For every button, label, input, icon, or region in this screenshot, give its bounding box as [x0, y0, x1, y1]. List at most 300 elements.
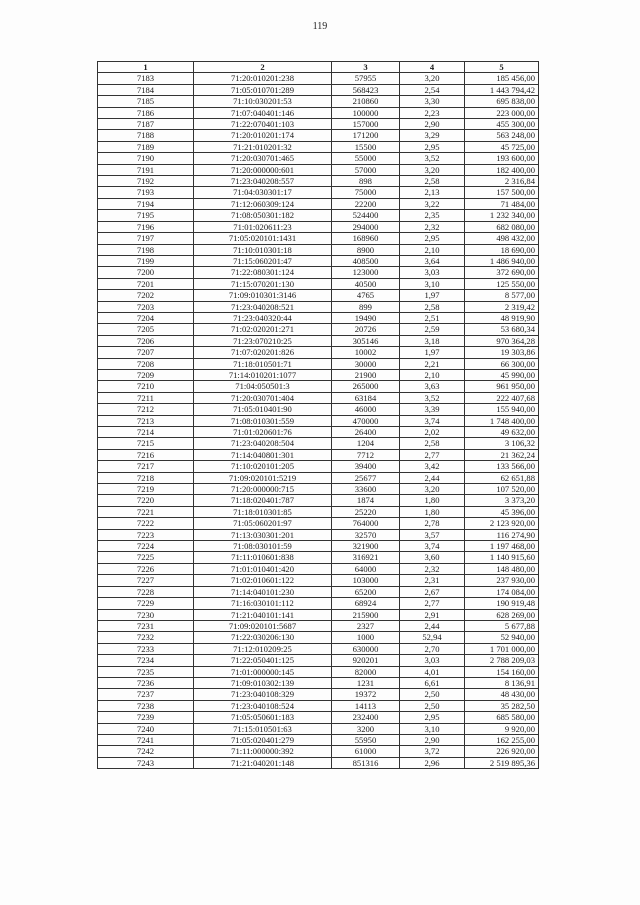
table-row — [98, 484, 539, 495]
row-number-cell: 7199 — [98, 255, 194, 266]
row-number-cell: 7186 — [98, 107, 194, 118]
row-number-cell: 7209 — [98, 369, 194, 380]
area-cell: 265000 — [332, 381, 400, 392]
table-row — [98, 392, 539, 403]
area-cell: 294000 — [332, 221, 400, 232]
cadastral-number-cell: 71:22:050401:125 — [194, 655, 332, 666]
rate-cell: 2,59 — [400, 324, 465, 335]
value-cell: 53 680,34 — [465, 324, 539, 335]
cadastral-number-cell: 71:23:040108:524 — [194, 700, 332, 711]
table-row — [98, 301, 539, 312]
table-row — [98, 506, 539, 517]
area-cell: 157000 — [332, 119, 400, 130]
row-number-cell: 7242 — [98, 746, 194, 757]
column-header: 1 — [98, 62, 194, 73]
row-number-cell: 7218 — [98, 472, 194, 483]
area-cell: 19490 — [332, 312, 400, 323]
rate-cell: 2,51 — [400, 312, 465, 323]
row-number-cell: 7183 — [98, 73, 194, 84]
table-header — [98, 62, 539, 73]
value-cell: 155 940,00 — [465, 404, 539, 415]
cadastral-number-cell: 71:01:020611:23 — [194, 221, 332, 232]
rate-cell: 2,32 — [400, 563, 465, 574]
area-cell: 8900 — [332, 244, 400, 255]
value-cell: 148 480,00 — [465, 563, 539, 574]
row-number-cell: 7195 — [98, 210, 194, 221]
cadastral-number-cell: 71:15:070201:130 — [194, 278, 332, 289]
row-number-cell: 7189 — [98, 141, 194, 152]
table-row — [98, 347, 539, 358]
area-cell: 305146 — [332, 335, 400, 346]
area-cell: 1231 — [332, 677, 400, 688]
area-cell: 65200 — [332, 586, 400, 597]
table-row — [98, 130, 539, 141]
area-cell: 57000 — [332, 164, 400, 175]
table-row — [98, 552, 539, 563]
cadastral-number-cell: 71:09:020101:5687 — [194, 620, 332, 631]
value-cell: 1 140 915,60 — [465, 552, 539, 563]
table-row — [98, 369, 539, 380]
area-cell: 75000 — [332, 187, 400, 198]
cadastral-number-cell: 71:10:010301:18 — [194, 244, 332, 255]
area-cell: 232400 — [332, 712, 400, 723]
area-cell: 20726 — [332, 324, 400, 335]
value-cell: 682 080,00 — [465, 221, 539, 232]
table-row — [98, 449, 539, 460]
table-row — [98, 438, 539, 449]
row-number-cell: 7208 — [98, 358, 194, 369]
value-cell: 21 362,24 — [465, 449, 539, 460]
value-cell: 48 919,90 — [465, 312, 539, 323]
area-cell: 15500 — [332, 141, 400, 152]
table-row — [98, 643, 539, 654]
rate-cell: 2,96 — [400, 757, 465, 768]
area-cell: 524400 — [332, 210, 400, 221]
row-number-cell: 7231 — [98, 620, 194, 631]
table-row — [98, 312, 539, 323]
table-row — [98, 563, 539, 574]
table-row — [98, 358, 539, 369]
cadastral-number-cell: 71:05:020401:279 — [194, 734, 332, 745]
table-row — [98, 415, 539, 426]
cadastral-number-cell: 71:02:010601:122 — [194, 575, 332, 586]
table-row — [98, 632, 539, 643]
value-cell: 237 930,00 — [465, 575, 539, 586]
table-row — [98, 96, 539, 107]
row-number-cell: 7190 — [98, 153, 194, 164]
table-row — [98, 746, 539, 757]
cadastral-table — [97, 61, 539, 769]
cadastral-number-cell: 71:23:070210:25 — [194, 335, 332, 346]
value-cell: 49 632,00 — [465, 427, 539, 438]
area-cell: 100000 — [332, 107, 400, 118]
rate-cell: 3,42 — [400, 461, 465, 472]
value-cell: 3 106,32 — [465, 438, 539, 449]
cadastral-number-cell: 71:07:020201:826 — [194, 347, 332, 358]
area-cell: 46000 — [332, 404, 400, 415]
cadastral-number-cell: 71:23:040108:329 — [194, 689, 332, 700]
area-cell: 61000 — [332, 746, 400, 757]
value-cell: 19 303,86 — [465, 347, 539, 358]
row-number-cell: 7233 — [98, 643, 194, 654]
table-row — [98, 84, 539, 95]
value-cell: 125 550,00 — [465, 278, 539, 289]
cadastral-number-cell: 71:14:040101:230 — [194, 586, 332, 597]
table-row — [98, 666, 539, 677]
rate-cell: 3,10 — [400, 278, 465, 289]
area-cell: 40500 — [332, 278, 400, 289]
rate-cell: 2,90 — [400, 119, 465, 130]
table-row — [98, 427, 539, 438]
area-cell: 63184 — [332, 392, 400, 403]
rate-cell: 2,95 — [400, 712, 465, 723]
value-cell: 2 316,84 — [465, 176, 539, 187]
cadastral-number-cell: 71:12:060309:124 — [194, 198, 332, 209]
row-number-cell: 7222 — [98, 518, 194, 529]
row-number-cell: 7214 — [98, 427, 194, 438]
row-number-cell: 7197 — [98, 233, 194, 244]
table-row — [98, 723, 539, 734]
row-number-cell: 7196 — [98, 221, 194, 232]
cadastral-number-cell: 71:23:040208:504 — [194, 438, 332, 449]
area-cell: 22200 — [332, 198, 400, 209]
rate-cell: 2,58 — [400, 438, 465, 449]
cadastral-number-cell: 71:20:010201:238 — [194, 73, 332, 84]
rate-cell: 2,35 — [400, 210, 465, 221]
area-cell: 321900 — [332, 541, 400, 552]
row-number-cell: 7205 — [98, 324, 194, 335]
cadastral-number-cell: 71:23:040208:557 — [194, 176, 332, 187]
row-number-cell: 7232 — [98, 632, 194, 643]
area-cell: 39400 — [332, 461, 400, 472]
value-cell: 193 600,00 — [465, 153, 539, 164]
value-cell: 685 580,00 — [465, 712, 539, 723]
cadastral-number-cell: 71:11:000000:392 — [194, 746, 332, 757]
cadastral-number-cell: 71:15:060201:47 — [194, 255, 332, 266]
area-cell: 82000 — [332, 666, 400, 677]
table-row — [98, 210, 539, 221]
value-cell: 1 486 940,00 — [465, 255, 539, 266]
table-row — [98, 119, 539, 130]
table-row — [98, 290, 539, 301]
area-cell: 19372 — [332, 689, 400, 700]
rate-cell: 2,77 — [400, 598, 465, 609]
table-body — [98, 73, 539, 769]
table-row — [98, 461, 539, 472]
rate-cell: 3,29 — [400, 130, 465, 141]
area-cell: 68924 — [332, 598, 400, 609]
column-header: 4 — [400, 62, 465, 73]
value-cell: 961 950,00 — [465, 381, 539, 392]
value-cell: 970 364,28 — [465, 335, 539, 346]
row-number-cell: 7215 — [98, 438, 194, 449]
row-number-cell: 7184 — [98, 84, 194, 95]
row-number-cell: 7219 — [98, 484, 194, 495]
area-cell: 30000 — [332, 358, 400, 369]
rate-cell: 52,94 — [400, 632, 465, 643]
value-cell: 62 651,88 — [465, 472, 539, 483]
cadastral-number-cell: 71:02:020201:271 — [194, 324, 332, 335]
cadastral-number-cell: 71:22:030206:130 — [194, 632, 332, 643]
page-number: 119 — [312, 21, 328, 32]
rate-cell: 2,23 — [400, 107, 465, 118]
cadastral-number-cell: 71:16:030101:112 — [194, 598, 332, 609]
rate-cell: 1,97 — [400, 290, 465, 301]
value-cell: 45 990,00 — [465, 369, 539, 380]
area-cell: 920201 — [332, 655, 400, 666]
row-number-cell: 7187 — [98, 119, 194, 130]
row-number-cell: 7234 — [98, 655, 194, 666]
area-cell: 123000 — [332, 267, 400, 278]
header-row — [98, 62, 539, 73]
rate-cell: 2,77 — [400, 449, 465, 460]
value-cell: 182 400,00 — [465, 164, 539, 175]
value-cell: 2 319,42 — [465, 301, 539, 312]
area-cell: 898 — [332, 176, 400, 187]
value-cell: 372 690,00 — [465, 267, 539, 278]
rate-cell: 4,01 — [400, 666, 465, 677]
rate-cell: 2,58 — [400, 301, 465, 312]
cadastral-number-cell: 71:01:010401:420 — [194, 563, 332, 574]
row-number-cell: 7203 — [98, 301, 194, 312]
area-cell: 2327 — [332, 620, 400, 631]
cadastral-number-cell: 71:21:040101:141 — [194, 609, 332, 620]
rate-cell: 3,03 — [400, 267, 465, 278]
table-row — [98, 278, 539, 289]
column-header: 5 — [465, 62, 539, 73]
cadastral-number-cell: 71:22:080301:124 — [194, 267, 332, 278]
value-cell: 226 920,00 — [465, 746, 539, 757]
value-cell: 222 407,68 — [465, 392, 539, 403]
rate-cell: 2,02 — [400, 427, 465, 438]
rate-cell: 1,80 — [400, 495, 465, 506]
cadastral-number-cell: 71:20:000000:715 — [194, 484, 332, 495]
rate-cell: 3,30 — [400, 96, 465, 107]
rate-cell: 2,31 — [400, 575, 465, 586]
row-number-cell: 7228 — [98, 586, 194, 597]
row-number-cell: 7224 — [98, 541, 194, 552]
table-row — [98, 712, 539, 723]
rate-cell: 1,80 — [400, 506, 465, 517]
area-cell: 4765 — [332, 290, 400, 301]
rate-cell: 3,63 — [400, 381, 465, 392]
table-row — [98, 153, 539, 164]
table-row — [98, 267, 539, 278]
row-number-cell: 7223 — [98, 529, 194, 540]
row-number-cell: 7192 — [98, 176, 194, 187]
area-cell: 14113 — [332, 700, 400, 711]
row-number-cell: 7213 — [98, 415, 194, 426]
value-cell: 35 282,50 — [465, 700, 539, 711]
area-cell: 103000 — [332, 575, 400, 586]
area-cell: 64000 — [332, 563, 400, 574]
row-number-cell: 7230 — [98, 609, 194, 620]
row-number-cell: 7193 — [98, 187, 194, 198]
rate-cell: 2,44 — [400, 472, 465, 483]
cadastral-number-cell: 71:05:010401:90 — [194, 404, 332, 415]
row-number-cell: 7204 — [98, 312, 194, 323]
cadastral-number-cell: 71:04:030301:17 — [194, 187, 332, 198]
rate-cell: 2,70 — [400, 643, 465, 654]
table-row — [98, 233, 539, 244]
rate-cell: 1,97 — [400, 347, 465, 358]
row-number-cell: 7227 — [98, 575, 194, 586]
cadastral-number-cell: 71:13:030301:201 — [194, 529, 332, 540]
value-cell: 2 123 920,00 — [465, 518, 539, 529]
table-row — [98, 335, 539, 346]
area-cell: 55950 — [332, 734, 400, 745]
rate-cell: 3,52 — [400, 153, 465, 164]
row-number-cell: 7239 — [98, 712, 194, 723]
value-cell: 157 500,00 — [465, 187, 539, 198]
value-cell: 3 373,20 — [465, 495, 539, 506]
value-cell: 8 136,91 — [465, 677, 539, 688]
row-number-cell: 7236 — [98, 677, 194, 688]
rate-cell: 2,44 — [400, 620, 465, 631]
cadastral-number-cell: 71:08:010301:559 — [194, 415, 332, 426]
value-cell: 18 690,00 — [465, 244, 539, 255]
table-row — [98, 324, 539, 335]
rate-cell: 2,54 — [400, 84, 465, 95]
value-cell: 45 725,00 — [465, 141, 539, 152]
value-cell: 71 484,00 — [465, 198, 539, 209]
area-cell: 10002 — [332, 347, 400, 358]
area-cell: 316921 — [332, 552, 400, 563]
cadastral-number-cell: 71:05:060201:97 — [194, 518, 332, 529]
cadastral-number-cell: 71:05:050601:183 — [194, 712, 332, 723]
table-row — [98, 609, 539, 620]
area-cell: 210860 — [332, 96, 400, 107]
area-cell: 764000 — [332, 518, 400, 529]
value-cell: 185 456,00 — [465, 73, 539, 84]
table-row — [98, 73, 539, 84]
cadastral-number-cell: 71:20:030701:465 — [194, 153, 332, 164]
rate-cell: 3,52 — [400, 392, 465, 403]
value-cell: 1 197 468,00 — [465, 541, 539, 552]
table-row — [98, 381, 539, 392]
value-cell: 190 919,48 — [465, 598, 539, 609]
rate-cell: 3,39 — [400, 404, 465, 415]
row-number-cell: 7202 — [98, 290, 194, 301]
cadastral-number-cell: 71:15:010501:63 — [194, 723, 332, 734]
row-number-cell: 7211 — [98, 392, 194, 403]
row-number-cell: 7217 — [98, 461, 194, 472]
cadastral-number-cell: 71:10:030201:53 — [194, 96, 332, 107]
value-cell: 223 000,00 — [465, 107, 539, 118]
value-cell: 563 248,00 — [465, 130, 539, 141]
rate-cell: 2,32 — [400, 221, 465, 232]
area-cell: 851316 — [332, 757, 400, 768]
cadastral-number-cell: 71:18:010301:85 — [194, 506, 332, 517]
area-cell: 25677 — [332, 472, 400, 483]
rate-cell: 3,57 — [400, 529, 465, 540]
column-header: 3 — [332, 62, 400, 73]
cadastral-number-cell: 71:04:050501:3 — [194, 381, 332, 392]
cadastral-number-cell: 71:14:040801:301 — [194, 449, 332, 460]
rate-cell: 2,58 — [400, 176, 465, 187]
row-number-cell: 7191 — [98, 164, 194, 175]
table-row — [98, 244, 539, 255]
cadastral-number-cell: 71:07:040401:146 — [194, 107, 332, 118]
row-number-cell: 7220 — [98, 495, 194, 506]
cadastral-number-cell: 71:14:010201:1077 — [194, 369, 332, 380]
value-cell: 1 701 000,00 — [465, 643, 539, 654]
row-number-cell: 7188 — [98, 130, 194, 141]
row-number-cell: 7201 — [98, 278, 194, 289]
rate-cell: 6,61 — [400, 677, 465, 688]
cadastral-number-cell: 71:18:020401:787 — [194, 495, 332, 506]
table-row — [98, 655, 539, 666]
cadastral-number-cell: 71:23:040320:44 — [194, 312, 332, 323]
value-cell: 116 274,90 — [465, 529, 539, 540]
value-cell: 66 300,00 — [465, 358, 539, 369]
area-cell: 168960 — [332, 233, 400, 244]
rate-cell: 2,91 — [400, 609, 465, 620]
value-cell: 1 748 400,00 — [465, 415, 539, 426]
area-cell: 470000 — [332, 415, 400, 426]
row-number-cell: 7198 — [98, 244, 194, 255]
rate-cell: 2,10 — [400, 244, 465, 255]
cadastral-number-cell: 71:11:010601:838 — [194, 552, 332, 563]
rate-cell: 3,18 — [400, 335, 465, 346]
rate-cell: 2,21 — [400, 358, 465, 369]
area-cell: 25220 — [332, 506, 400, 517]
rate-cell: 2,90 — [400, 734, 465, 745]
row-number-cell: 7200 — [98, 267, 194, 278]
table-row — [98, 221, 539, 232]
row-number-cell: 7238 — [98, 700, 194, 711]
cadastral-number-cell: 71:20:000000:601 — [194, 164, 332, 175]
table-row — [98, 757, 539, 768]
value-cell: 628 269,00 — [465, 609, 539, 620]
rate-cell: 2,67 — [400, 586, 465, 597]
area-cell: 26400 — [332, 427, 400, 438]
value-cell: 45 396,00 — [465, 506, 539, 517]
table-row — [98, 176, 539, 187]
value-cell: 5 677,88 — [465, 620, 539, 631]
table-row — [98, 598, 539, 609]
area-cell: 408500 — [332, 255, 400, 266]
area-cell: 32570 — [332, 529, 400, 540]
row-number-cell: 7240 — [98, 723, 194, 734]
value-cell: 107 520,00 — [465, 484, 539, 495]
cadastral-number-cell: 71:20:030701:404 — [194, 392, 332, 403]
area-cell: 568423 — [332, 84, 400, 95]
rate-cell: 3,64 — [400, 255, 465, 266]
row-number-cell: 7185 — [98, 96, 194, 107]
rate-cell: 2,13 — [400, 187, 465, 198]
area-cell: 33600 — [332, 484, 400, 495]
value-cell: 2 519 895,36 — [465, 757, 539, 768]
rate-cell: 2,10 — [400, 369, 465, 380]
rate-cell: 3,74 — [400, 415, 465, 426]
area-cell: 1874 — [332, 495, 400, 506]
cadastral-number-cell: 71:23:040208:521 — [194, 301, 332, 312]
table-row — [98, 586, 539, 597]
value-cell: 498 432,00 — [465, 233, 539, 244]
cadastral-number-cell: 71:20:010201:174 — [194, 130, 332, 141]
area-cell: 21900 — [332, 369, 400, 380]
value-cell: 133 566,00 — [465, 461, 539, 472]
row-number-cell: 7241 — [98, 734, 194, 745]
rate-cell: 3,10 — [400, 723, 465, 734]
value-cell: 8 577,00 — [465, 290, 539, 301]
cadastral-number-cell: 71:05:020101:1431 — [194, 233, 332, 244]
table-row — [98, 518, 539, 529]
rate-cell: 2,78 — [400, 518, 465, 529]
row-number-cell: 7210 — [98, 381, 194, 392]
value-cell: 48 430,00 — [465, 689, 539, 700]
